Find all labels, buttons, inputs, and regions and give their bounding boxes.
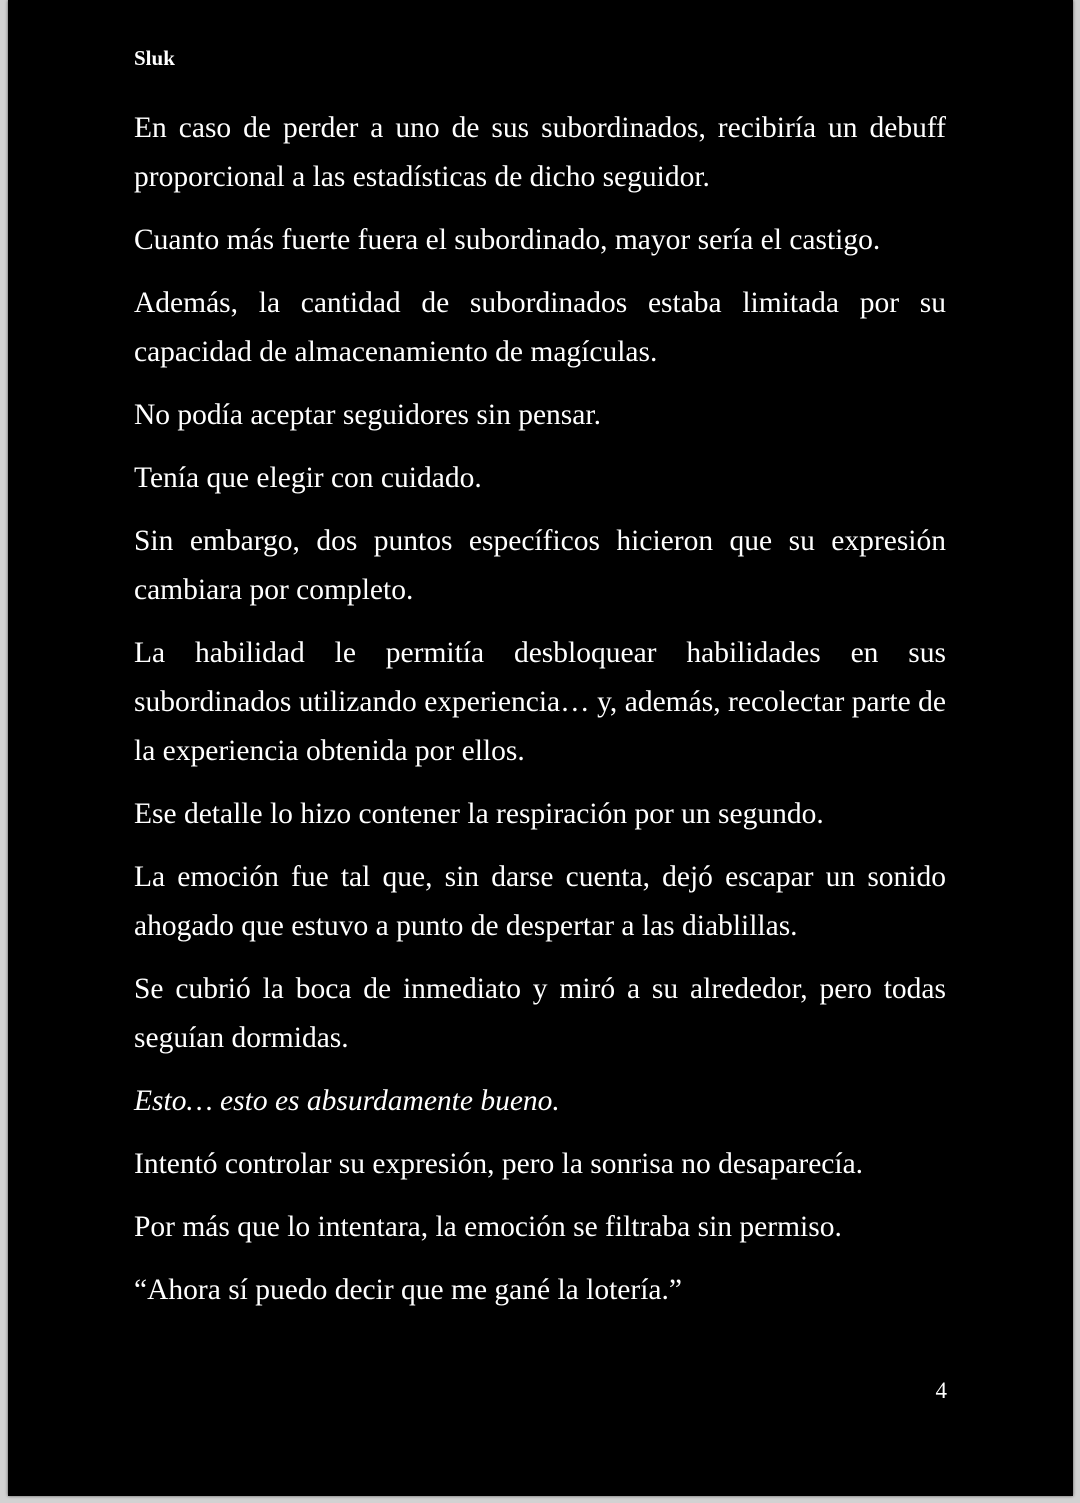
paragraph: Además, la cantidad de subordinados estaba limitada por su capacidad de almacenamiento de magículas. [134,287,946,368]
paragraph: Se cubrió la boca de inmediato y miró a su alrededor, pero todas seguían dormidas. [134,973,946,1054]
paragraph: No podía aceptar seguidores sin pensar. [134,399,601,431]
paragraph: Intentó controlar su expresión, pero la sonrisa no desaparecía. [134,1148,864,1180]
paragraph: La emoción fue tal que, sin darse cuenta, dejó escapar un sonido ahogado que estuvo a punto de despertar a las diablillas. [134,861,946,942]
paragraph: Cuanto más fuerte fuera el subordinado, mayor sería el castigo. [134,224,881,256]
paragraph: Sin embargo, dos puntos específicos hicieron que su expresión cambiara por completo. [134,525,946,606]
paragraph: “Ahora sí puedo decir que me gané la lotería.” [134,1274,682,1306]
page-body [134,104,946,1329]
paragraph: Tenía que elegir con cuidado. [134,462,482,494]
paragraph-italic: Esto… esto es absurdamente bueno. [134,1085,560,1117]
running-header: Sluk [134,46,175,70]
paragraph: Por más que lo intentara, la emoción se filtraba sin permiso. [134,1211,842,1243]
paragraph: La habilidad le permitía desbloquear habilidades en sus subordinados utilizando experiencia… y, además, recolectar parte de la experiencia obtenida por ellos. [134,637,946,767]
paragraph: Ese detalle lo hizo contener la respiración por un segundo. [134,798,824,830]
paragraph: En caso de perder a uno de sus subordinados, recibiría un debuff proporcional a las estadísticas de dicho seguidor. [134,112,946,193]
document-page [8,0,1073,1496]
page-number: 4 [935,1378,947,1403]
